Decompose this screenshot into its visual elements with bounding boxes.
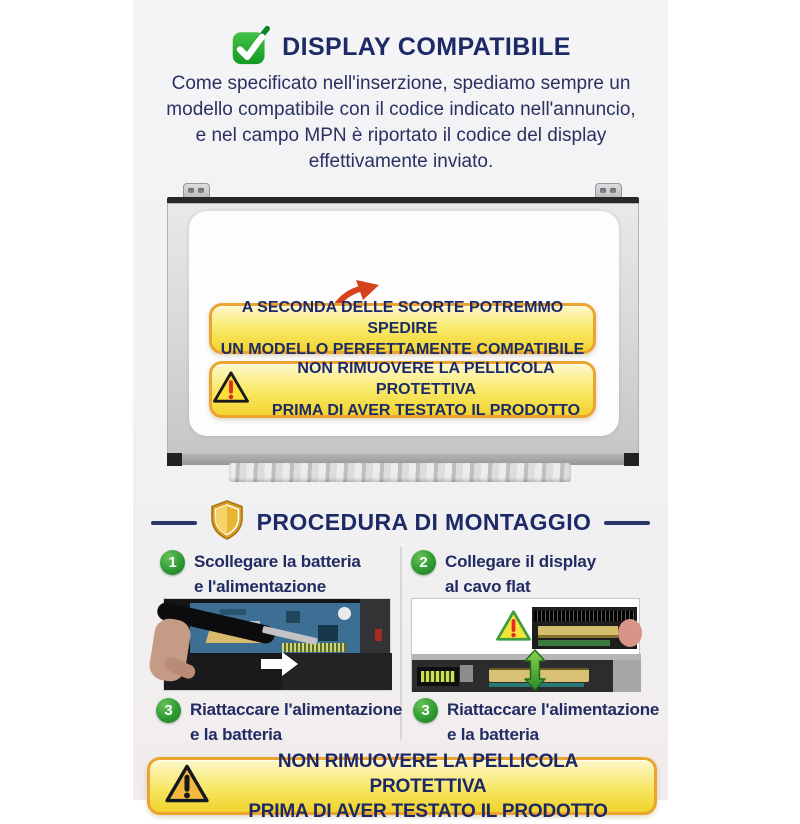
- shield-icon: [210, 500, 244, 545]
- film-warning-line: PRIMA DI AVER TESTATO IL PRODOTTO: [271, 402, 581, 419]
- step-text-line: e l'alimentazione: [194, 577, 326, 596]
- step-number-badge: 1: [160, 550, 185, 575]
- step-text-line: Scollegare la batteria: [194, 552, 361, 571]
- panel-end-cap: [167, 453, 182, 466]
- step-text-line: al cavo flat: [445, 577, 531, 596]
- footer-warning-line: PRIMA DI AVER TESTATO IL PRODOTTO: [248, 800, 608, 822]
- connector-photo: [411, 598, 640, 691]
- step-text-line: e la batteria: [447, 725, 539, 744]
- footer-warning-box: [147, 750, 657, 822]
- procedure-heading: [133, 500, 668, 545]
- stock-notice-line: A SECONDA DELLE SCORTE POTREMMO SPEDIRE: [241, 299, 564, 337]
- step-number-badge: 2: [411, 550, 436, 575]
- paragraph-line: Come specificato nell'inserzione, spediamo sempre un: [171, 73, 631, 94]
- heading-rule-left: [151, 521, 197, 525]
- step-2: [411, 549, 596, 599]
- step-text-line: Riattaccare l'alimentazione: [447, 700, 660, 719]
- step-text-line: e la batteria: [190, 725, 282, 744]
- stock-notice-box: [209, 299, 596, 358]
- check-icon: [230, 24, 270, 71]
- up-down-arrow-icon: [524, 649, 546, 691]
- step-3-right: [413, 697, 659, 747]
- header: [133, 24, 668, 71]
- step-text-line: Collegare il display: [445, 552, 596, 571]
- right-arrow-icon: [261, 652, 299, 676]
- heading-rule-right: [604, 521, 650, 525]
- step-1: [160, 549, 361, 599]
- paragraph-line: modello compatibile con il codice indicato nell'annuncio,: [166, 99, 636, 120]
- warning-triangle-icon: [164, 763, 210, 809]
- motherboard-photo: [163, 598, 391, 691]
- film-warning-line: NON RIMUOVERE LA PELLICOLA PROTETTIVA: [297, 360, 555, 398]
- paragraph-line: e nel campo MPN è riportato il codice del display: [195, 125, 607, 146]
- panel-foil-strip: [229, 463, 571, 482]
- step-number-badge: 3: [413, 698, 438, 723]
- connector-inset-photo: [532, 607, 637, 649]
- stock-notice-line: UN MODELLO PERFETTAMENTE COMPATIBILE: [220, 341, 585, 358]
- page-title: DISPLAY COMPATIBILE: [282, 33, 571, 61]
- footer-warning-line: NON RIMUOVERE LA PELLICOLA PROTETTIVA: [277, 750, 579, 797]
- procedure-title: PROCEDURA DI MONTAGGIO: [256, 509, 592, 535]
- step-3-left: [156, 697, 402, 747]
- warning-triangle-icon: [212, 370, 250, 409]
- warning-triangle-icon: [495, 609, 532, 647]
- intro-paragraph: [146, 71, 656, 175]
- step-number-badge: 3: [156, 698, 181, 723]
- film-warning-box: [209, 361, 596, 418]
- panel-end-cap: [624, 453, 639, 466]
- paragraph-line: effettivamente inviato.: [308, 151, 494, 172]
- step-text-line: Riattaccare l'alimentazione: [190, 700, 403, 719]
